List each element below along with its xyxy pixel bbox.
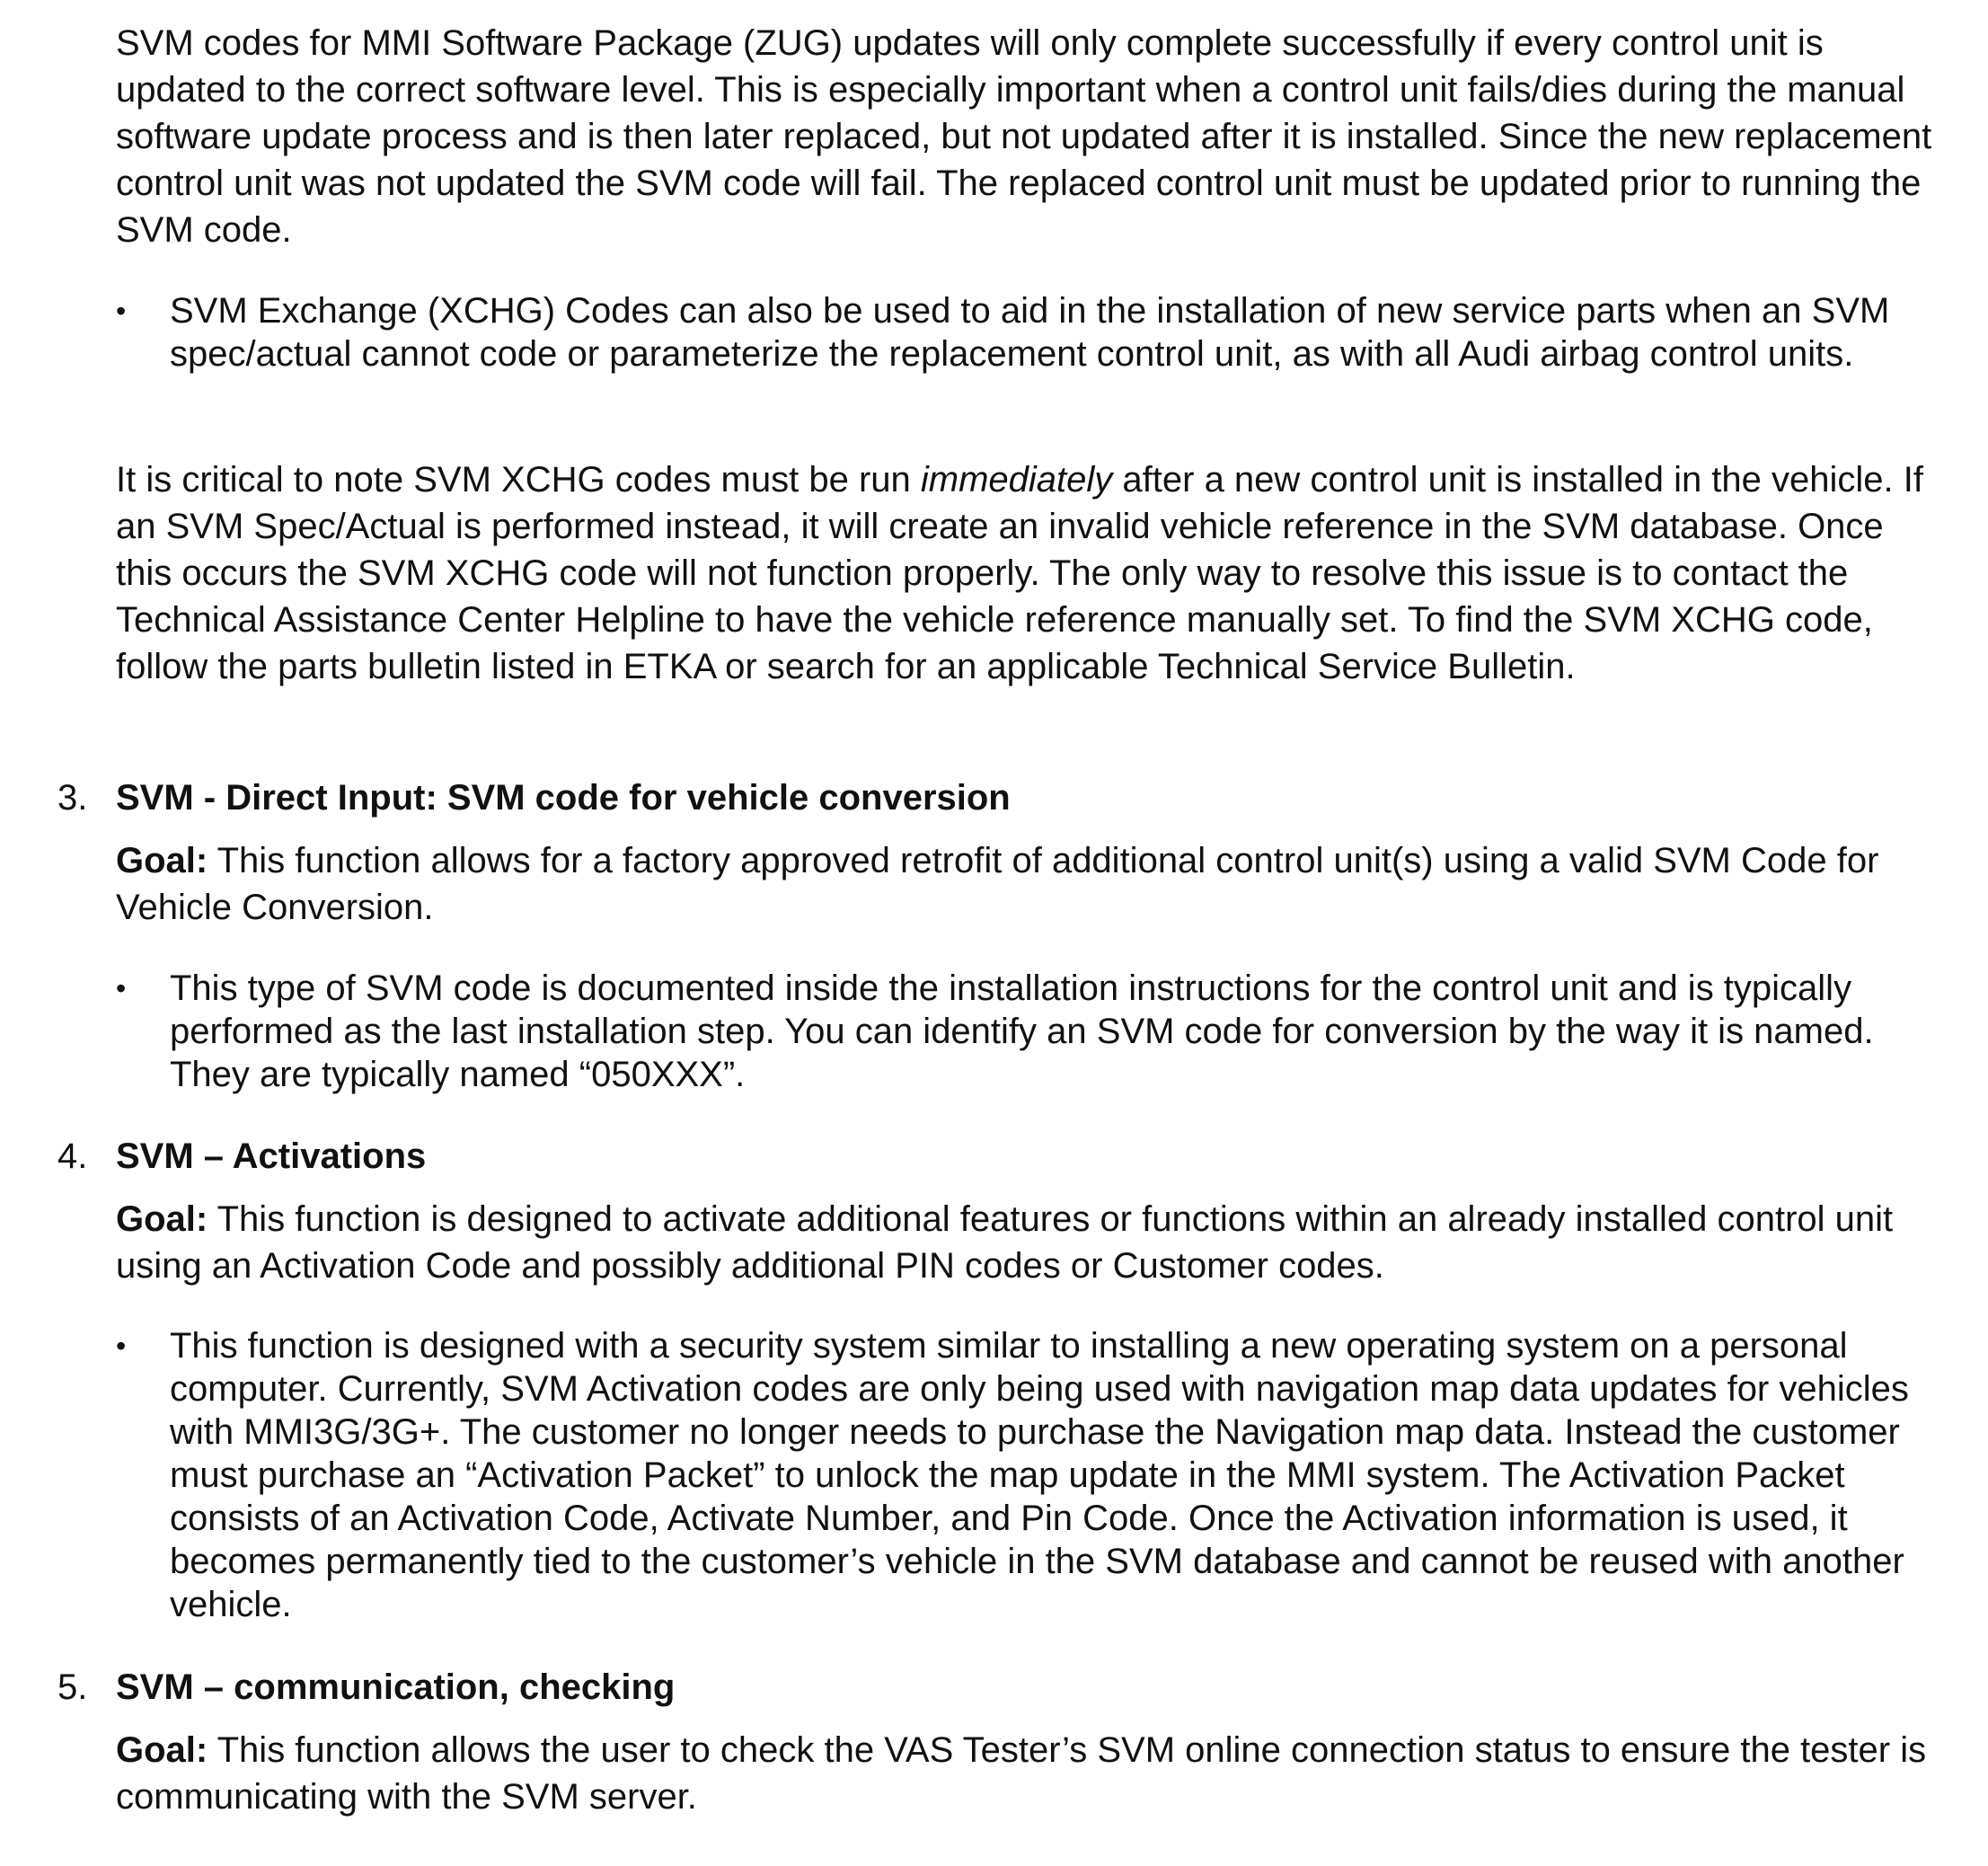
critical-note-text-continued: after a new control unit is installed in the vehicle. If an SVM Spec/Actual is performed instead, it will create an invalid vehicle reference in the SVM database. Once this occurs the SVM XCHG code will not function properly. The only way to resolve this issue is to contact the Technical Assistance Center Helpline to have the vehicle reference manually set. To find the SVM XCHG code, follow the parts bulletin listed in ETKA or search for an applicable Technical Service Bulletin. [116,460,1923,686]
critical-note-paragraph [116,456,1948,690]
critical-note-text: It is critical to note SVM XCHG codes must be run [116,460,921,500]
bullet-marker: • [116,1330,127,1362]
goal-text: This function allows for a factory approved retrofit of additional control unit(s) using a valid SVM Code for Vehicle Conversion. [116,841,1879,927]
goal-text: This function is designed to activate additional features or functions within an already installed control unit using an Activation Code and possibly additional PIN codes or Customer codes. [116,1199,1894,1286]
section-title: SVM – Activations [116,1136,427,1176]
bullet-text: This function is designed with a security system similar to installing a new operating system on a personal computer. Currently, SVM Activation codes are only being used with navigation map data updates for vehicles with MMI3G/3G+. The customer no longer needs to purchase the Navigation map data. Instead the customer must purchase an “Activation Packet” to unlock the map update in the MMI system. The Activation Packet consists of an Activation Code, Activate Number, and Pin Code. Once the Activation information is used, it becomes permanently tied to the customer’s vehicle in the SVM database and cannot be reused with another vehicle. [170,1326,1909,1624]
section-number: 3. [57,778,88,818]
bullet-marker: • [116,972,127,1004]
section-4-goal [116,1196,1948,1289]
emphasis-text: immediately [920,460,1113,500]
bullet-text: SVM Exchange (XCHG) Codes can also be used to aid in the installation of new service parts when an SVM spec/actual cannot code or parameterize the replacement control unit, as with all Audi airbag control units. [170,291,1890,374]
goal-label: Goal: [116,1730,208,1770]
intro-paragraph: SVM codes for MMI Software Package (ZUG) updates will only complete successfully if every control unit is updated to the correct software level. This is especially important when a control unit fails/dies during the manual software update process and is then later replaced, but not updated after it is installed. Since the new replacement control unit was not updated the SVM code will fail. The replaced control unit must be updated prior to running the SVM code. [116,23,1932,250]
bullet-marker: • [116,295,127,327]
section-number: 5. [57,1667,88,1707]
section-number: 4. [57,1136,88,1176]
bullet-text: This type of SVM code is documented inside the installation instructions for the control unit and is typically performed as the last installation step. You can identify an SVM code for conversion by the way it is named. They are typically named “050XXX”. [170,968,1874,1094]
section-title: SVM - Direct Input: SVM code for vehicle conversion [116,778,1011,818]
goal-text: This function allows the user to check the VAS Tester’s SVM online connection status to ensure the tester is communicating with the SVM server. [116,1730,1927,1817]
goal-label: Goal: [116,841,208,880]
section-5-goal [116,1727,1948,1820]
goal-label: Goal: [116,1199,208,1239]
section-title: SVM – communication, checking [116,1667,676,1707]
section-3-goal [116,837,1948,931]
